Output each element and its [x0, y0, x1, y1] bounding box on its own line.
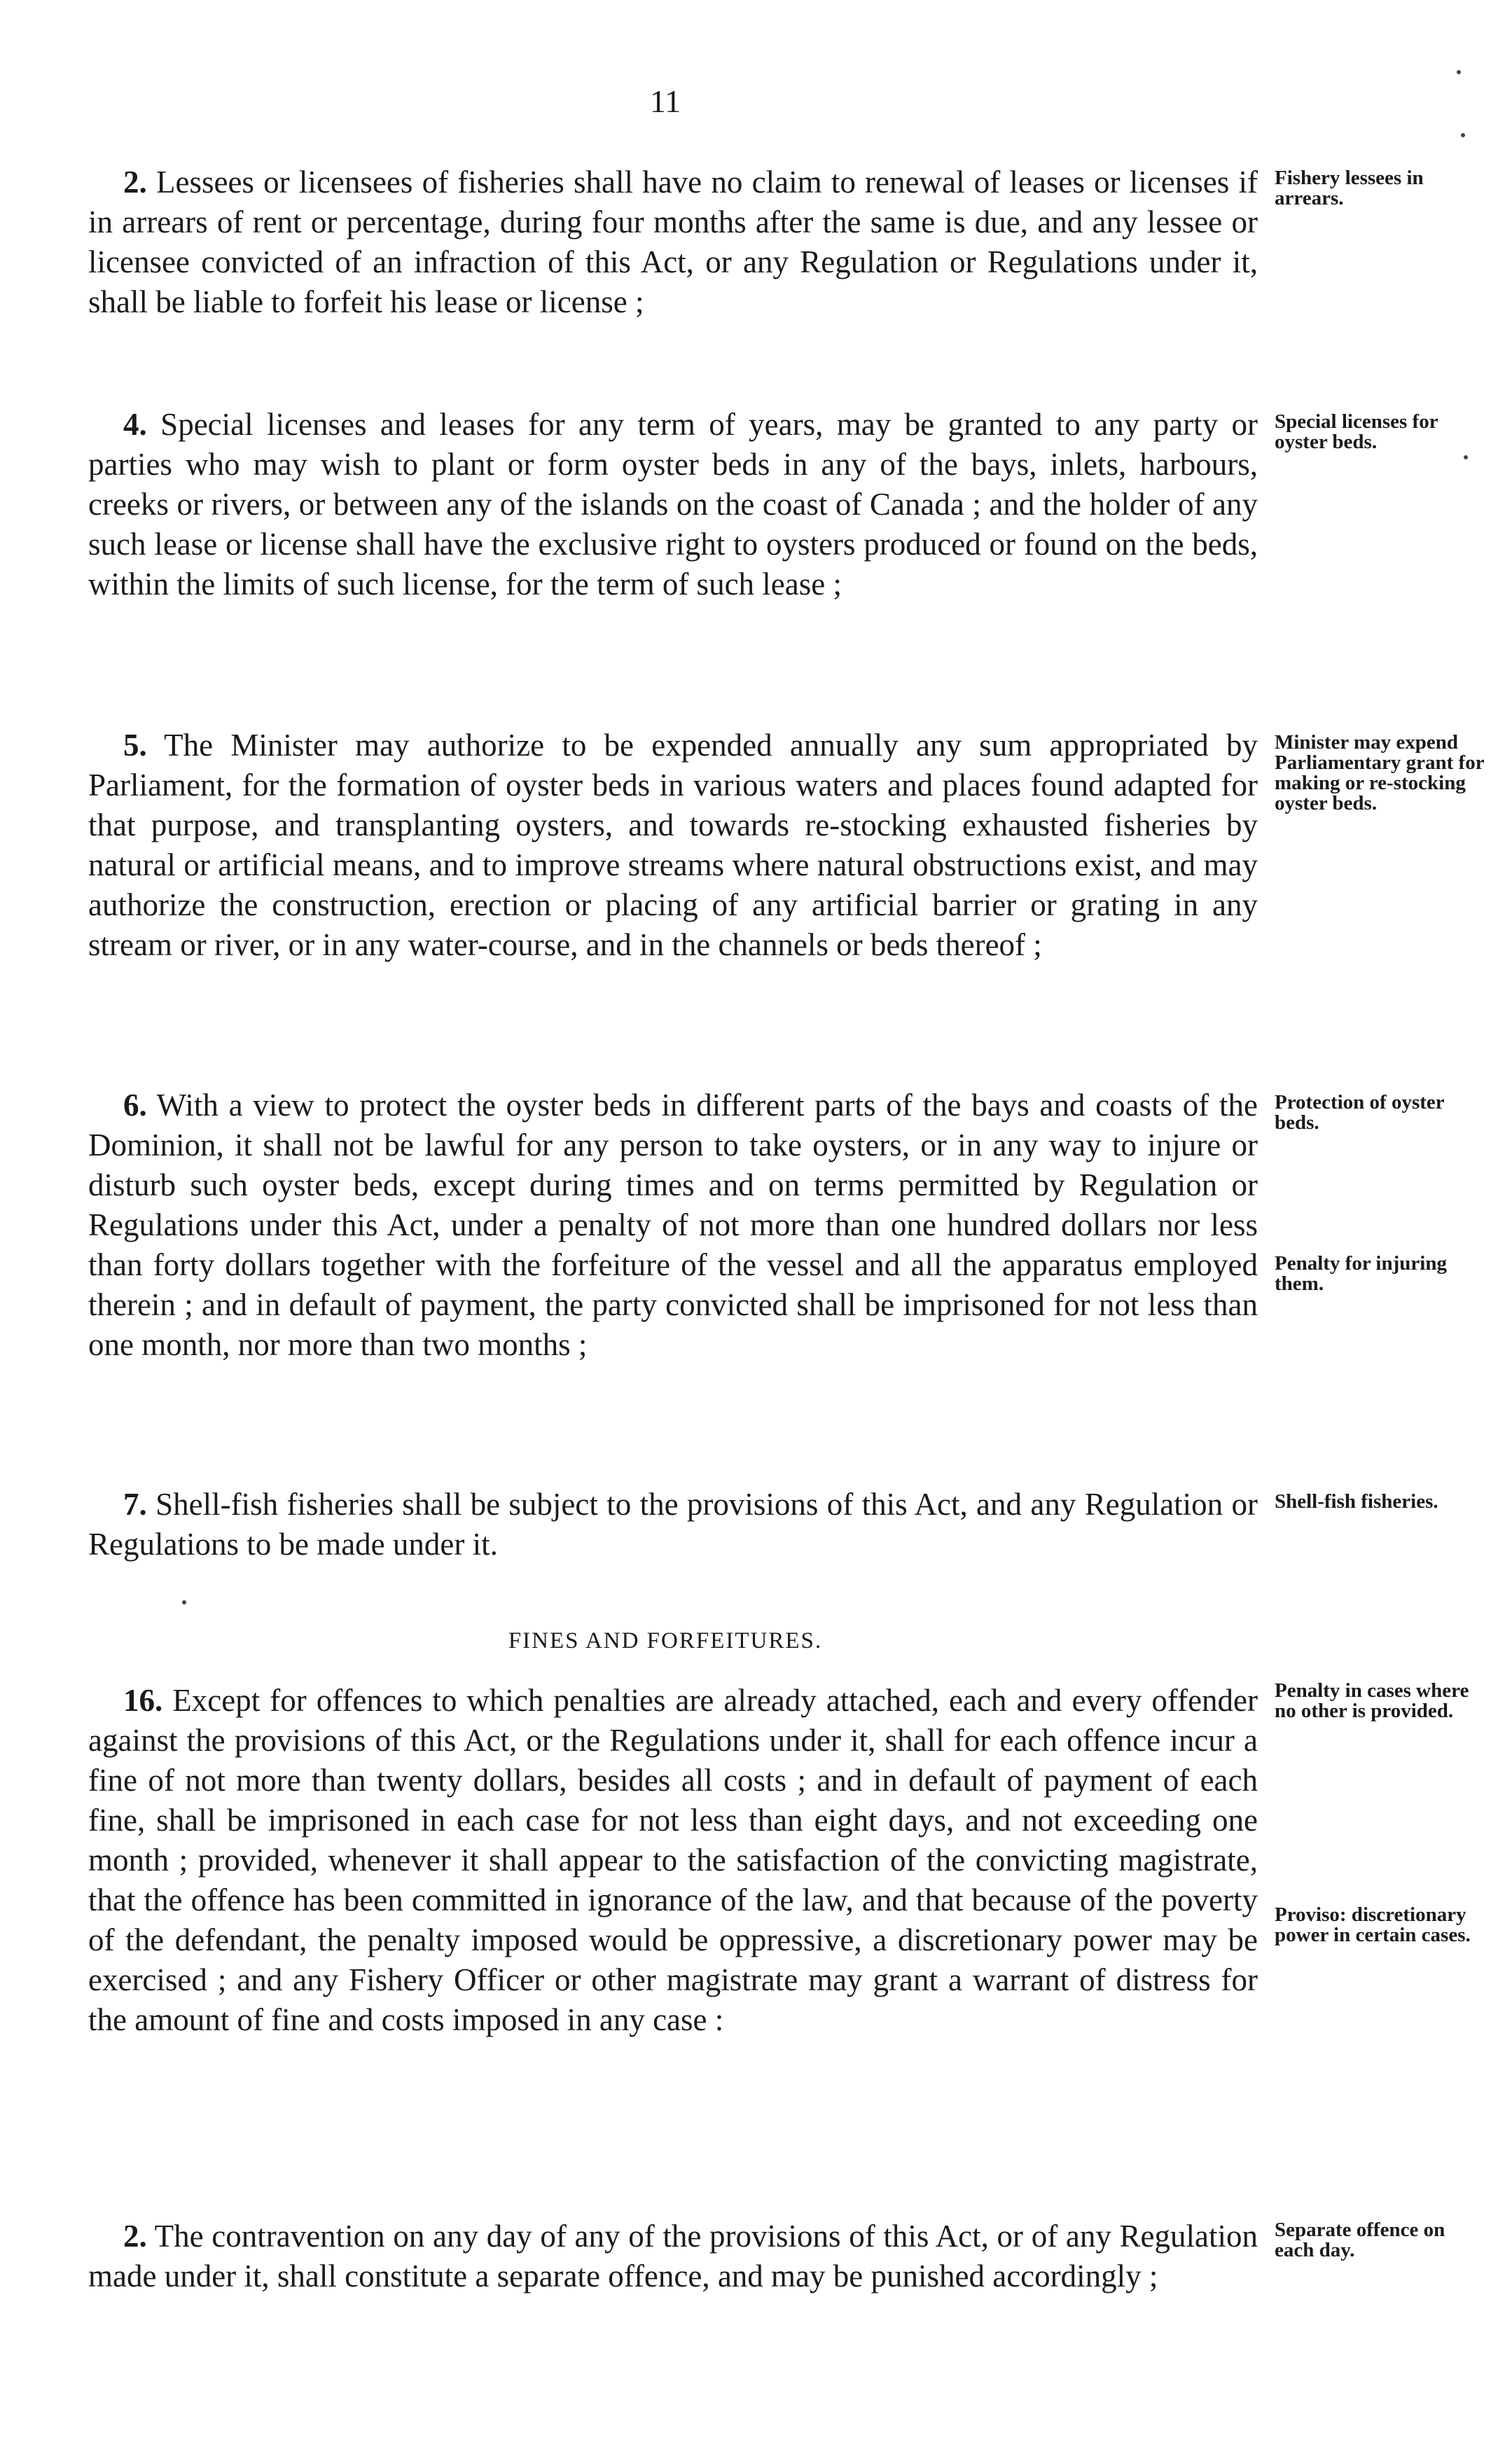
section-16 [88, 1681, 1258, 2040]
section-number: 7. [123, 1487, 147, 1522]
section-4 [88, 405, 1258, 604]
scan-speck [1464, 455, 1468, 459]
section-text: With a view to protect the oyster beds in different parts of the bays and coasts of the Dominion, it shall not be lawful for any person to take oysters, or in any way to injure or disturb such oyster beds, except during times and on terms permitted by Regulation or Regulations under this Act, under a penalty of not more than one hundred dollars nor less than forty dollars together with the forfeiture of the vessel and all the apparatus employed therein ; and in default of payment, the party convicted shall be imprisoned for not less than one month, nor more than two months ; [88, 1088, 1258, 1362]
section-number: 2. [123, 2219, 147, 2254]
scan-speck [1457, 70, 1461, 74]
section-6 [88, 1085, 1258, 1365]
section-number: 6. [123, 1088, 147, 1123]
section-7 [88, 1485, 1258, 1565]
section-text: Shell-fish fisheries shall be subject to the provisions of this Act, and any Regulation or Regulations to be made under it. [88, 1487, 1258, 1562]
section-5 [88, 726, 1258, 965]
section-text: Special licenses and leases for any term of years, may be granted to any party or parties who may wish to plant or form oyster beds in any of the bays, inlets, harbours, creeks or rivers, or between any of the islands on the coast of Canada ; and the holder of any such lease or license shall have the exclusive right to oysters produced or found on the beds, within the limits of such license, for the term of such lease ; [88, 407, 1258, 602]
section-number: 2. [123, 165, 147, 200]
margin-note-fishery-lessees: Fishery lessees in arrears. [1275, 167, 1424, 209]
section-number: 4. [123, 407, 147, 442]
section-text: The Minister may authorize to be expended annually any sum appropriated by Parliament, for the formation of oyster beds in various waters and places found adapted for that purpose, and transplanting oysters, and towards re-stocking exhausted fisheries by natural or artificial means, and to improve streams where natural obstructions exist, and may authorize the construction, erection or placing of any artificial barrier or grating in any stream or river, or in any water-course, and in the channels or beds thereof ; [88, 728, 1258, 962]
margin-note-penalty-injuring: Penalty for injuring them. [1275, 1252, 1447, 1295]
margin-note-shell-fish: Shell-fish fisheries. [1275, 1490, 1438, 1513]
margin-note-separate-offence: Separate offence on each day. [1275, 2219, 1445, 2261]
section-2 [88, 162, 1258, 322]
section-text: The contravention on any day of any of the provisions of this Act, or of any Regulation made under it, shall constitute a separate offence, and may be punished accordingly ; [88, 2219, 1258, 2294]
section-heading: FINES AND FORFEITURES. [508, 1628, 823, 1653]
margin-note-protection-oyster-beds: Protection of oyster beds. [1275, 1091, 1445, 1134]
margin-note-penalty-cases: Penalty in cases where no other is provided. [1275, 1679, 1469, 1722]
section-number: 16. [123, 1683, 163, 1718]
margin-note-proviso: Proviso: discretionary power in certain cases. [1275, 1903, 1471, 1946]
section-16-2 [88, 2216, 1258, 2296]
section-text: Lessees or licensees of fisheries shall have no claim to renewal of leases or licenses if in arrears of rent or percentage, during four months after the same is due, and any lessee or licensee convicted of an infraction of this Act, or any Regulation or Regulations under it, shall be liable to forfeit his lease or license ; [88, 165, 1258, 319]
page-number: 11 [649, 83, 681, 119]
margin-note-special-licenses: Special licenses for oyster beds. [1275, 410, 1438, 453]
scan-speck [182, 1600, 186, 1604]
scan-speck [1461, 133, 1465, 137]
section-text: Except for offences to which penalties are already attached, each and every offender against the provisions of this Act, or the Regulations under it, shall for each offence incur a fine of not more than twenty dollars, besides all costs ; and in default of payment of each fine, shall be imprisoned in each case for not less than eight days, and not exceeding one month ; provided, whenever it shall appear to the satisfaction of the convicting magistrate, that the offence has been committed in ignorance of the law, and that because of the poverty of the defendant, the penalty imposed would be oppressive, a discretionary power may be exercised ; and any Fishery Officer or other magistrate may grant a warrant of distress for the amount of fine and costs imposed in any case : [88, 1683, 1258, 2037]
section-number: 5. [123, 728, 147, 763]
margin-note-minister-may-expend: Minister may expend Parliamentary grant for making or re-stocking oyster beds. [1275, 731, 1485, 814]
